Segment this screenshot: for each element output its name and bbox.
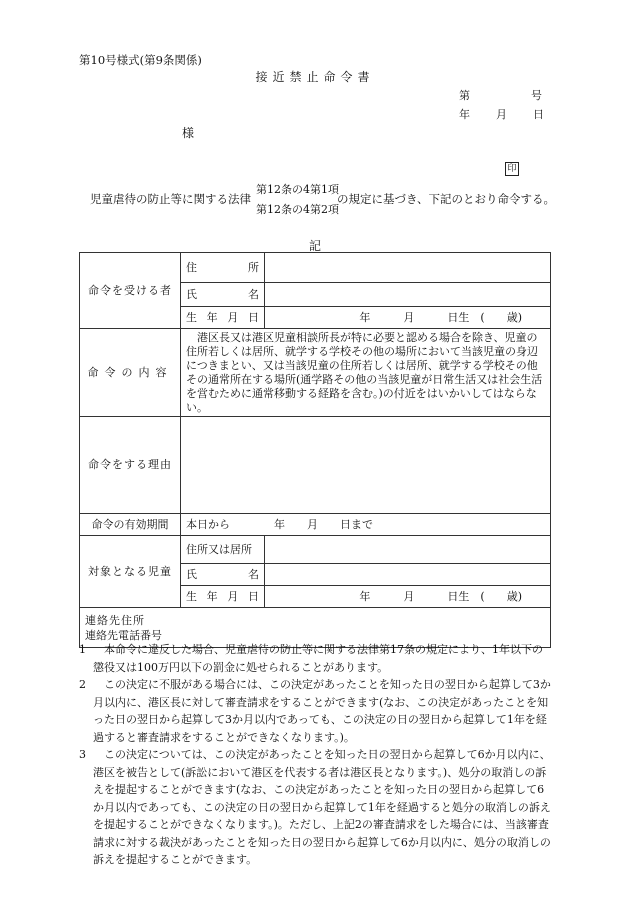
number-prefix: 第 [459,89,470,102]
validity-header: 命令の有効期間 [80,514,181,536]
year-label: 年 [459,108,470,121]
notes-section [79,641,553,869]
contact-phone-label: 連絡先電話番号 [85,628,162,642]
recipient-name-value[interactable] [265,283,551,307]
note-number: 3 [79,748,86,761]
note-text: この決定に不服がある場合には、この決定があったことを知った日の翌日から起算して3か月以内に、港区長に対して審査請求をすることができます(なお、この決定があったことを知った日の翌日から起算して3か月以内であっても、この決定の日の翌日から起算して1年を経過すると審査請求をすることができなくなります。)。 [93,678,551,744]
validity-value[interactable]: 本日から 年 月 日まで [181,514,551,536]
month-label: 月 [496,108,507,121]
ki-heading: 記 [308,239,321,253]
child-name-label: 氏 名 [181,564,265,586]
child-address-value[interactable] [265,536,551,564]
law-name: 児童虐待の防止等に関する法律 [90,192,251,206]
content-header: 命令の内容 [80,329,181,417]
law-article-2: 第12条の4第2項 [256,203,339,216]
reason-header: 命令をする理由 [80,417,181,514]
day-label: 日 [533,108,544,121]
note-text: 本命令に違反した場合、児童虐待の防止等に関する法律第17条の規定により、1年以下の懲役又は100万円以下の罰金に処せられることがあります。 [93,643,543,674]
recipient-header: 命令を受ける者 [80,253,181,329]
seal-mark: 印 [505,162,519,176]
form-number: 第10号様式(第9条関係) [79,53,202,67]
recipient-address-value[interactable] [265,253,551,283]
recipient-address-label: 住 所 [181,253,265,283]
contact-address-label: 連絡先住所 [85,613,145,627]
child-dob-value[interactable]: 年 月 日生 ( 歳) [265,586,551,608]
recipient-name-label: 氏 名 [181,283,265,307]
note-number: 1 [79,643,86,656]
date-line [459,106,544,122]
reason-value[interactable] [181,417,551,514]
note-item [79,746,553,869]
recipient-dob-label: 生年月日 [181,307,265,329]
child-header: 対象となる児童 [80,536,181,608]
child-dob-label: 生年月日 [181,586,265,608]
note-item [79,676,553,746]
law-article-1: 第12条の4第1項 [256,183,339,196]
note-number: 2 [79,678,86,691]
content-text: 港区長又は港区児童相談所長が特に必要と認める場合を除き、児童の住所若しくは居所、就学する学校その他の場所において当該児童の身辺につきまとい、又は当該児童の住所若しくは居所、就学する学校その他その通常所在する場所(通学路その他の当該児童が日常生活又は社会生活を営むために通常移動する経路を含む。)の付近をはいかいしてはならない。 [181,329,551,417]
recipient-dob-value[interactable]: 年 月 日生 ( 歳) [265,307,551,329]
addressee-honorific: 様 [182,126,195,140]
law-clause-tail: の規定に基づき、下記のとおり命令する。 [337,192,556,206]
order-table [79,252,551,648]
note-text: この決定については、この決定があったことを知った日の翌日から起算して6か月以内に、港区を被告として(訴訟において港区を代表する者は港区長となります。)、処分の取消しの訴えを提起することができます(なお、この決定があったことを知った日の翌日から起算して6か月以内であっても、この決定の日の翌日から起算して1年を経過すると処分の取消しの訴えを提起することができなくなります。)。ただし、上記2の審査請求をした場合には、当該審査請求に対する裁決があったことを知った日の翌日から起算して6か月以内に、処分の取消しの訴えを提起することができます。 [93,748,551,866]
number-suffix: 号 [531,89,542,102]
document-title: 接近禁止命令書 [255,70,375,84]
child-name-value[interactable] [265,564,551,586]
note-item [79,641,553,676]
child-address-label: 住所又は居所 [181,536,265,564]
